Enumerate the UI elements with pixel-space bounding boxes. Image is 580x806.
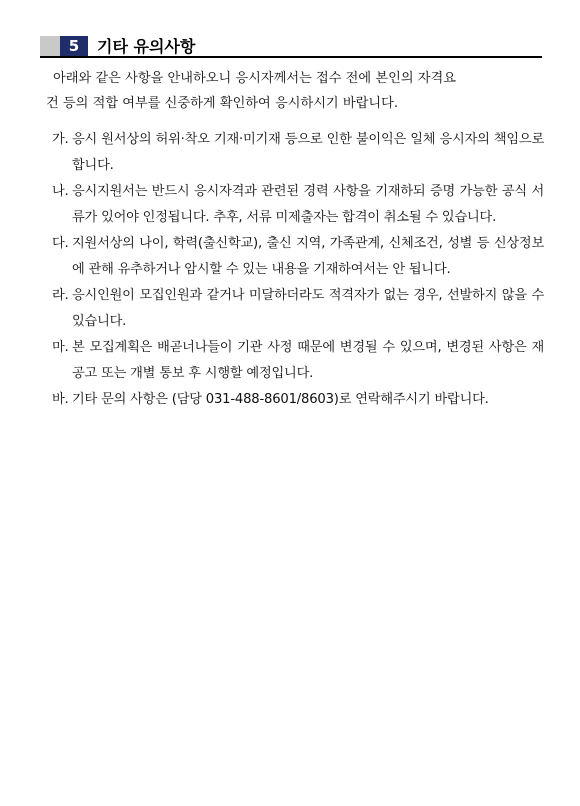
item-marker: 마. (52, 340, 69, 355)
list-item (52, 127, 544, 178)
list-item (52, 231, 544, 282)
section-header (40, 36, 542, 58)
section-number-shadow (40, 36, 62, 56)
item-text: 응시지원서는 반드시 응시자격과 관련된 경력 사항을 기재하되 증명 가능한 공식 서류가 있어야 인정됩니다. 추후, 서류 미제출자는 합격이 취소될 수 있습니다. (72, 184, 544, 225)
item-marker: 나. (52, 184, 69, 199)
item-text: 기타 문의 사항은 (담당 031-488-8601/8603)로 연락해주시기 바랍니다. (72, 392, 489, 407)
item-text: 지원서상의 나이, 학력(출신학교), 출신 지역, 가족관계, 신체조건, 성별 등 신상정보에 관해 유추하거나 암시할 수 있는 내용을 기재하여서는 안 됩니다. (72, 236, 544, 277)
section-number-badge: 5 (60, 36, 88, 56)
list-item (52, 335, 544, 386)
item-marker: 가. (52, 132, 69, 147)
section-title: 기타 유의사항 (97, 37, 196, 56)
intro-paragraph (46, 66, 541, 116)
intro-line-2: 건 등의 적합 여부를 신중하게 확인하여 응시하시기 바랍니다. (46, 96, 399, 111)
list-item (52, 387, 544, 413)
item-text: 본 모집계획은 배곧너나들이 기관 사정 때문에 변경될 수 있으며, 변경된 사항은 재공고 또는 개별 통보 후 시행할 예정입니다. (72, 340, 544, 381)
list-item (52, 179, 544, 230)
header-underline (40, 56, 542, 58)
intro-line-1: 아래와 같은 사항을 안내하오니 응시자께서는 접수 전에 본인의 자격요 (53, 71, 456, 86)
notice-list (52, 127, 544, 414)
list-item (52, 283, 544, 334)
item-marker: 바. (52, 392, 69, 407)
item-marker: 다. (52, 236, 69, 251)
item-text: 응시인원이 모집인원과 같거나 미달하더라도 적격자가 없는 경우, 선발하지 않을 수 있습니다. (72, 288, 544, 329)
item-marker: 라. (52, 288, 69, 303)
item-text: 응시 원서상의 허위·착오 기재·미기재 등으로 인한 불이익은 일체 응시자의 책임으로 합니다. (72, 132, 544, 173)
